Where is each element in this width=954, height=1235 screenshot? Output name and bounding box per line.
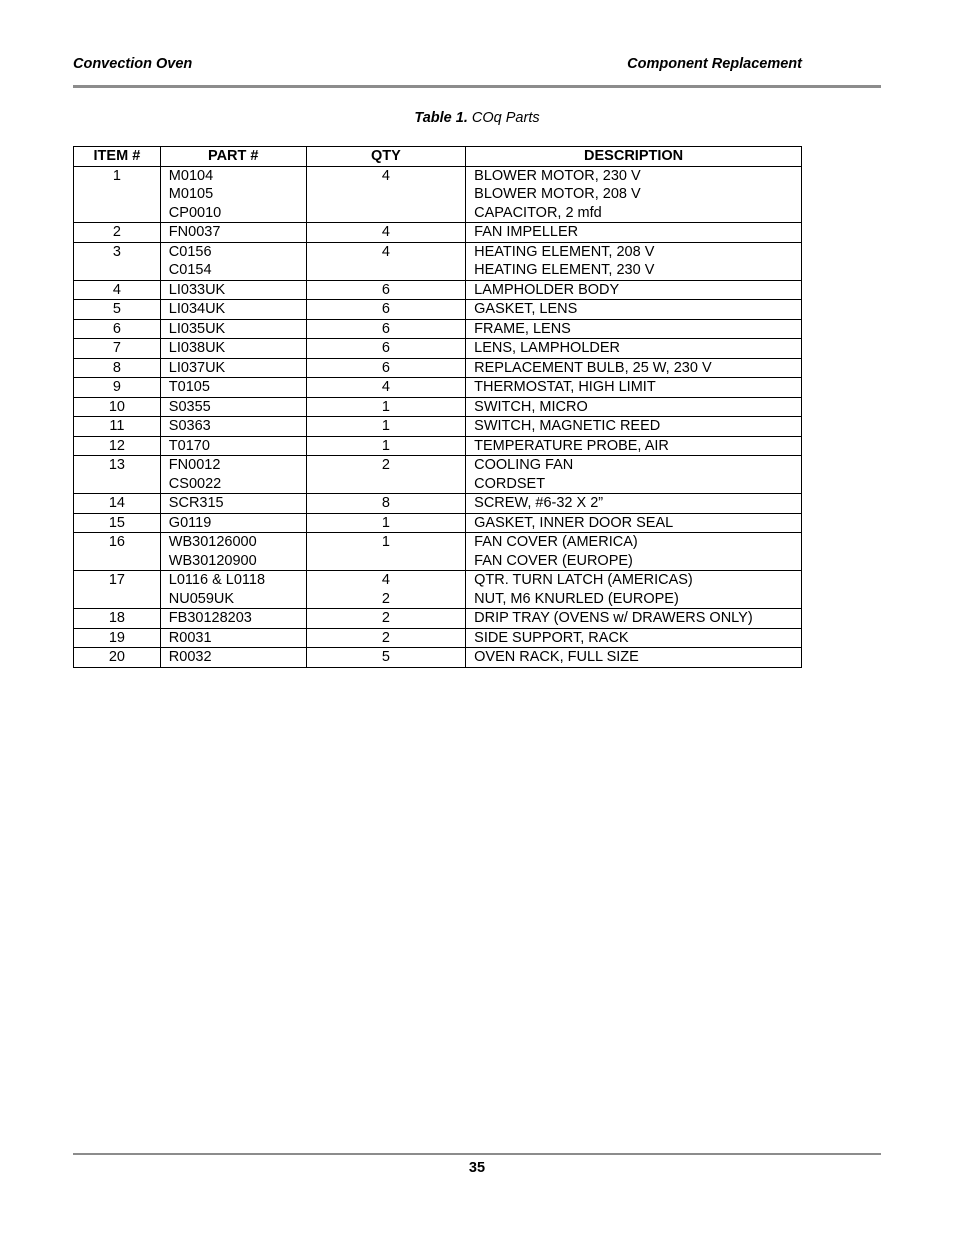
quantity-cell [306,397,466,417]
description: TEMPERATURE PROBE, AIR [474,437,669,454]
part-number: FB30128203 [168,610,252,626]
table-row [74,609,802,629]
footer-divider [73,1153,881,1155]
part-number-cell [160,513,306,533]
item-number-cell: 15 [74,513,161,533]
quantity-cell [306,358,466,378]
part-number-cell [160,494,306,514]
table-row [74,628,802,648]
header-title-right: Component Replacement [627,56,802,72]
description-cell [466,397,802,417]
part-number: C0154 [168,262,212,278]
part-number: M0104 [168,167,214,184]
part-number-cell [160,417,306,437]
quantity-cell [306,571,466,609]
part-number: LI035UK [168,320,226,337]
quantity-cell [306,339,466,359]
description: LENS, LAMPHOLDER [474,340,621,356]
part-number-cell [160,300,306,320]
part-number: WB30120900 [168,552,257,569]
description: NUT, M6 KNURLED (EUROPE) [474,590,679,607]
part-number: G0119 [168,514,212,531]
quantity-cell [306,456,466,494]
description: QTR. TURN LATCH (AMERICAS) [474,572,693,588]
column-header-qty: QTY [306,147,466,167]
part-number-cell [160,456,306,494]
table-row [74,571,802,609]
description-cell [466,358,802,378]
quantity: 4 [381,224,390,240]
description-cell [466,628,802,648]
part-number: FN0037 [168,224,221,240]
table-row [74,436,802,456]
part-number-cell [160,223,306,243]
part-number-cell [160,339,306,359]
item-number-cell: 5 [74,300,161,320]
description-cell [466,513,802,533]
description-cell [466,300,802,320]
part-number-cell [160,319,306,339]
item-number-cell: 6 [74,319,161,339]
item-number-cell: 16 [74,533,161,571]
description-cell [466,242,802,280]
description-cell [466,319,802,339]
quantity-cell [306,223,466,243]
table-row [74,417,802,437]
part-number-cell [160,166,306,223]
description: SCREW, #6-32 X 2” [474,495,604,511]
description: HEATING ELEMENT, 230 V [474,262,655,278]
table-row [74,358,802,378]
quantity: 6 [381,301,390,317]
quantity-cell [306,417,466,437]
table-header-row [74,147,802,167]
part-number: FN0012 [168,457,221,473]
quantity-cell [306,300,466,320]
table-caption-title: COq Parts [471,110,540,126]
quantity-cell [306,513,466,533]
quantity: 6 [381,359,390,376]
quantity-cell [306,628,466,648]
quantity: 2 [381,610,390,626]
item-number-cell: 12 [74,436,161,456]
column-header-part: PART # [160,147,306,167]
page-number: 35 [468,1160,486,1176]
part-number: S0363 [168,418,211,434]
part-number: WB30126000 [168,534,257,550]
part-number-cell [160,358,306,378]
part-number: R0032 [168,649,212,665]
quantity-cell [306,242,466,280]
description: CORDSET [474,475,546,492]
part-number-cell [160,378,306,398]
item-number-cell: 7 [74,339,161,359]
part-number: LI034UK [168,301,226,317]
header-divider [73,85,881,88]
part-number: S0355 [168,398,211,415]
description-cell [466,378,802,398]
quantity-cell [306,319,466,339]
table-row [74,339,802,359]
item-number-cell: 14 [74,494,161,514]
quantity-cell [306,533,466,571]
description: OVEN RACK, FULL SIZE [474,649,639,665]
column-header-item: ITEM # [74,147,161,167]
quantity-cell [306,494,466,514]
quantity: 6 [381,281,390,298]
quantity: 6 [381,340,390,356]
table-caption [73,110,881,126]
table-row [74,397,802,417]
description-cell [466,417,802,437]
table-row [74,456,802,494]
description-cell [466,223,802,243]
column-header-description: DESCRIPTION [466,147,802,167]
description: LAMPHOLDER BODY [474,281,620,298]
description: HEATING ELEMENT, 208 V [474,243,655,260]
quantity: 2 [381,590,390,607]
quantity: 4 [381,167,390,184]
part-number-cell [160,436,306,456]
quantity-cell [306,378,466,398]
description: FAN COVER (AMERICA) [474,534,638,550]
table-row [74,242,802,280]
part-number: R0031 [168,629,212,646]
item-number-cell: 8 [74,358,161,378]
parts-table [73,146,802,668]
quantity: 1 [381,398,390,415]
description-cell [466,609,802,629]
part-number: CP0010 [168,204,222,221]
description-cell [466,533,802,571]
quantity-cell [306,648,466,668]
quantity-cell [306,609,466,629]
part-number: NU059UK [168,590,235,607]
quantity: 5 [381,649,390,665]
part-number: CS0022 [168,475,222,492]
part-number-cell [160,242,306,280]
description: COOLING FAN [474,457,574,473]
table-caption-label: Table 1. [414,110,468,126]
quantity: 6 [381,320,390,337]
description-cell [466,166,802,223]
description: BLOWER MOTOR, 230 V [474,167,641,184]
item-number-cell: 1 [74,166,161,223]
table-row [74,280,802,300]
table-row [74,533,802,571]
table-row [74,513,802,533]
item-number-cell: 13 [74,456,161,494]
description-cell [466,456,802,494]
table-row [74,378,802,398]
item-number-cell: 3 [74,242,161,280]
description: FAN COVER (EUROPE) [474,552,633,569]
quantity-cell [306,166,466,223]
description-cell [466,436,802,456]
quantity: 2 [381,457,390,473]
part-number: SCR315 [168,495,224,511]
description: REPLACEMENT BULB, 25 W, 230 V [474,359,712,376]
part-number: T0105 [168,379,210,395]
description: SWITCH, MAGNETIC REED [474,418,661,434]
part-number: L0116 & L0118 [168,572,266,588]
part-number: M0105 [168,186,214,202]
description-cell [466,339,802,359]
quantity: 1 [381,534,390,550]
part-number: LI037UK [168,359,226,376]
quantity: 8 [381,495,390,511]
quantity: 1 [381,514,390,531]
quantity-cell [306,280,466,300]
description: CAPACITOR, 2 mfd [474,204,602,221]
part-number-cell [160,628,306,648]
item-number-cell: 4 [74,280,161,300]
part-number: LI033UK [168,281,226,298]
description: BLOWER MOTOR, 208 V [474,186,641,202]
item-number-cell: 11 [74,417,161,437]
part-number-cell [160,648,306,668]
quantity: 4 [381,379,390,395]
item-number-cell: 17 [74,571,161,609]
description: GASKET, INNER DOOR SEAL [474,514,674,531]
part-number: T0170 [168,437,210,454]
description: SIDE SUPPORT, RACK [474,629,629,646]
description-cell [466,648,802,668]
description: FAN IMPELLER [474,224,579,240]
item-number-cell: 2 [74,223,161,243]
description-cell [466,280,802,300]
part-number: C0156 [168,243,212,260]
table-row [74,494,802,514]
quantity: 1 [381,437,390,454]
header-title-left: Convection Oven [73,56,193,72]
description-cell [466,494,802,514]
item-number-cell: 9 [74,378,161,398]
table-row [74,300,802,320]
quantity: 1 [381,418,390,434]
quantity: 4 [381,243,390,260]
description: FRAME, LENS [474,320,571,337]
item-number-cell: 19 [74,628,161,648]
table-row [74,223,802,243]
parts-table-body [74,166,802,667]
table-row [74,648,802,668]
description: SWITCH, MICRO [474,398,588,415]
item-number-cell: 18 [74,609,161,629]
item-number-cell: 20 [74,648,161,668]
description-cell [466,571,802,609]
item-number-cell: 10 [74,397,161,417]
part-number-cell [160,397,306,417]
part-number: LI038UK [168,340,226,356]
quantity-cell [306,436,466,456]
quantity: 4 [381,572,390,588]
description: THERMOSTAT, HIGH LIMIT [474,379,656,395]
part-number-cell [160,571,306,609]
description: DRIP TRAY (OVENS w/ DRAWERS ONLY) [474,610,753,626]
part-number-cell [160,280,306,300]
part-number-cell [160,533,306,571]
quantity: 2 [381,629,390,646]
table-row [74,166,802,223]
table-row [74,319,802,339]
description: GASKET, LENS [474,301,578,317]
part-number-cell [160,609,306,629]
